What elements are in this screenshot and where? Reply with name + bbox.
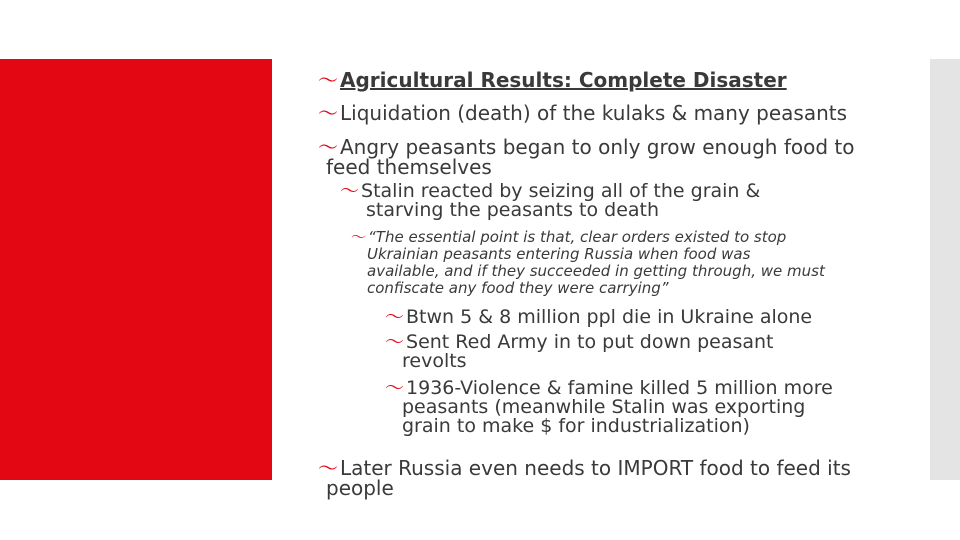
wave-bullet-icon: 〜 [318, 68, 338, 92]
gray-side-bar [930, 59, 960, 480]
bullet-text-line2: revolts [402, 350, 467, 372]
bullet-text-line1: Sent Red Army in to put down peasant [406, 331, 774, 353]
bullet-quote [351, 229, 825, 297]
bullet-text-line1: Later Russia even needs to IMPORT food to feed its [340, 456, 851, 480]
bullet-text: Btwn 5 & 8 million ppl die in Ukraine alone [406, 306, 813, 328]
wave-bullet-icon: 〜 [385, 331, 405, 353]
bullet-text: Liquidation (death) of the kulaks & many peasants [340, 101, 848, 125]
bullet-text-line2: feed themselves [326, 155, 492, 179]
bullet-1936-famine [385, 379, 833, 436]
wave-bullet-icon: 〜 [318, 101, 338, 125]
quote-line3: available, and if they succeeded in getting through, we must [367, 261, 825, 280]
wave-bullet-icon: 〜 [351, 228, 367, 246]
bullet-red-army [385, 333, 774, 371]
bullet-text-line2: people [326, 476, 394, 500]
bullet-liquidation [318, 103, 847, 123]
quote-line2: Ukrainian peasants entering Russia when food was [367, 244, 751, 263]
wave-bullet-icon: 〜 [385, 306, 405, 328]
bullet-text-line3: grain to make $ for industrialization) [402, 415, 750, 437]
bullet-text-line1: Angry peasants began to only grow enough food to [340, 135, 855, 159]
bullet-stalin-reacted [340, 182, 760, 220]
wave-bullet-icon: 〜 [318, 135, 338, 159]
bullet-angry-peasants [318, 137, 854, 177]
quote-line4: confiscate any food they were carrying” [367, 278, 669, 297]
bullet-text-line1: 1936-Violence & famine killed 5 million more [406, 377, 833, 399]
bullet-text: Agricultural Results: Complete Disaster [340, 68, 787, 92]
wave-bullet-icon: 〜 [318, 456, 338, 480]
bullet-import-food [318, 458, 851, 498]
wave-bullet-icon: 〜 [385, 377, 405, 399]
wave-bullet-icon: 〜 [340, 180, 360, 202]
bullet-text-line1: Stalin reacted by seizing all of the grain & [361, 180, 761, 202]
bullet-text-line2: starving the peasants to death [366, 199, 660, 221]
bullet-ukraine-deaths [385, 308, 812, 327]
bullet-agricultural-results [318, 70, 787, 90]
bullet-text-line2: peasants (meanwhile Stalin was exporting [402, 396, 806, 418]
quote-line1: “The essential point is that, clear orders existed to stop [368, 228, 787, 246]
